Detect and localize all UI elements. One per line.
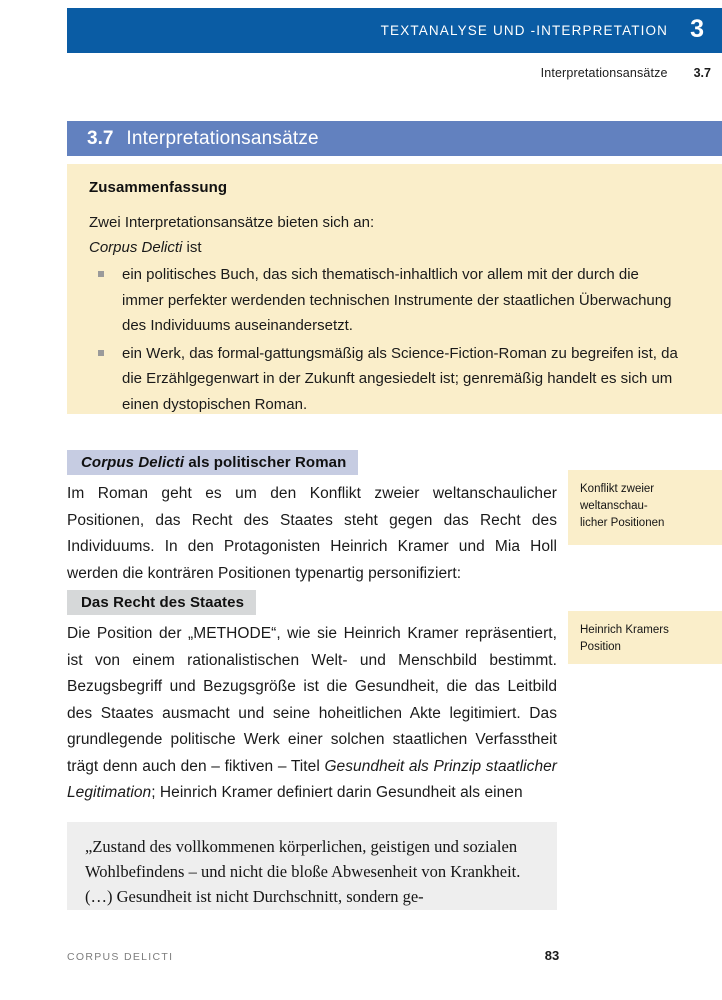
square-bullet-icon bbox=[98, 271, 104, 277]
subsection-politischer-roman bbox=[67, 450, 557, 587]
summary-box bbox=[67, 164, 722, 414]
summary-lead-after: ist bbox=[182, 239, 202, 256]
subsection-heading-rest: als politischer Roman bbox=[184, 454, 347, 471]
margin-note-line: Konflikt zweier bbox=[580, 483, 655, 495]
chapter-header-title: TEXTANALYSE UND -INTERPRETATION bbox=[380, 23, 669, 38]
body-paragraph bbox=[67, 621, 557, 807]
chapter-number: 3 bbox=[690, 15, 704, 43]
running-head-number: 3.7 bbox=[693, 66, 711, 80]
summary-title: Zusammenfassung bbox=[89, 179, 228, 196]
body-paragraph-part-2: ; Heinrich Kramer definiert darin Gesundheit als einen bbox=[151, 784, 523, 801]
chapter-header-bar bbox=[67, 8, 722, 53]
margin-note-heinrich-kramers-position bbox=[568, 611, 722, 664]
quotation-block: „Zustand des vollkommenen körperlichen, geistigen und sozialen Wohlbefindens – und nicht die bloße Abwesenheit von Krankheit. (…) Gesundheit ist nicht Durchschnitt, sondern ge- bbox=[67, 822, 557, 910]
body-paragraph-italic-title: Gesundheit als Prinzip staatlicher Legitimation bbox=[67, 757, 557, 801]
section-number: 3.7 bbox=[87, 127, 114, 149]
running-head bbox=[11, 66, 711, 80]
list-item bbox=[89, 262, 680, 339]
summary-lead-line: Zwei Interpretationsansätze bieten sich an: bbox=[89, 214, 375, 231]
section-title: Interpretationsansätze bbox=[126, 127, 319, 149]
margin-note-line: Position bbox=[580, 641, 621, 653]
section-title-bar bbox=[67, 121, 722, 156]
list-item-text: ein Werk, das formal-gattungsmäßig als Science-Fiction-Roman zu begreifen ist, da die Erzählgegenwart in der Zukunft angesiedelt ist; genremäßig handelt es sich um einen dystopischen Roman. bbox=[122, 344, 678, 413]
subsection-heading-rest: Das Recht des Staates bbox=[81, 594, 245, 611]
summary-lead bbox=[89, 210, 680, 260]
square-bullet-icon bbox=[98, 350, 104, 356]
list-item bbox=[89, 341, 680, 418]
subsection-heading-italic: Corpus Delicti bbox=[81, 454, 185, 471]
list-item-text: ein politisches Buch, das sich thematisch-inhaltlich vor allem mit der durch die immer perfekter werdenden technischen Instrumente der staatlichen Überwachung des Individuums auseinandersetzt. bbox=[122, 266, 672, 334]
margin-note-line: weltanschau- bbox=[580, 500, 648, 512]
footer-book-title: CORPUS DELICTI bbox=[67, 951, 174, 963]
summary-bullet-list bbox=[89, 262, 680, 417]
body-paragraph: Im Roman geht es um den Konflikt zweier weltanschaulicher Positionen, das Recht des Staates steht gegen das Recht des Individuums. In den Protagonisten Heinrich Kramer und Mia Holl werden die konträren Positionen typenartig personifiziert: bbox=[67, 485, 557, 582]
subsection-heading bbox=[67, 590, 256, 615]
footer-page-number: 83 bbox=[544, 948, 560, 963]
summary-lead-italic: Corpus Delicti bbox=[89, 239, 183, 256]
running-head-label: Interpretationsansätze bbox=[540, 66, 668, 80]
margin-note-line: Heinrich Kramers bbox=[580, 624, 669, 636]
subsection-recht-des-staates bbox=[67, 590, 557, 807]
body-paragraph-part-1: Die Position der „METHODE“, wie sie Heinrich Kramer repräsentiert, ist von einem rationalistischen Welt- und Menschbild bestimmt. Bezugsbegriff und Bezugsgröße ist die Gesundheit, die das Leitbild des Staates ausmacht und seine hoheitlichen Akte legitimiert. Das grundlegende politische Werk einer solchen staatlichen Verfasstheit trägt denn auch den – fiktiven – Titel bbox=[67, 625, 557, 775]
subsection-heading bbox=[67, 450, 358, 475]
margin-note-line: licher Positionen bbox=[580, 517, 665, 529]
margin-note-konflikt bbox=[568, 470, 722, 545]
